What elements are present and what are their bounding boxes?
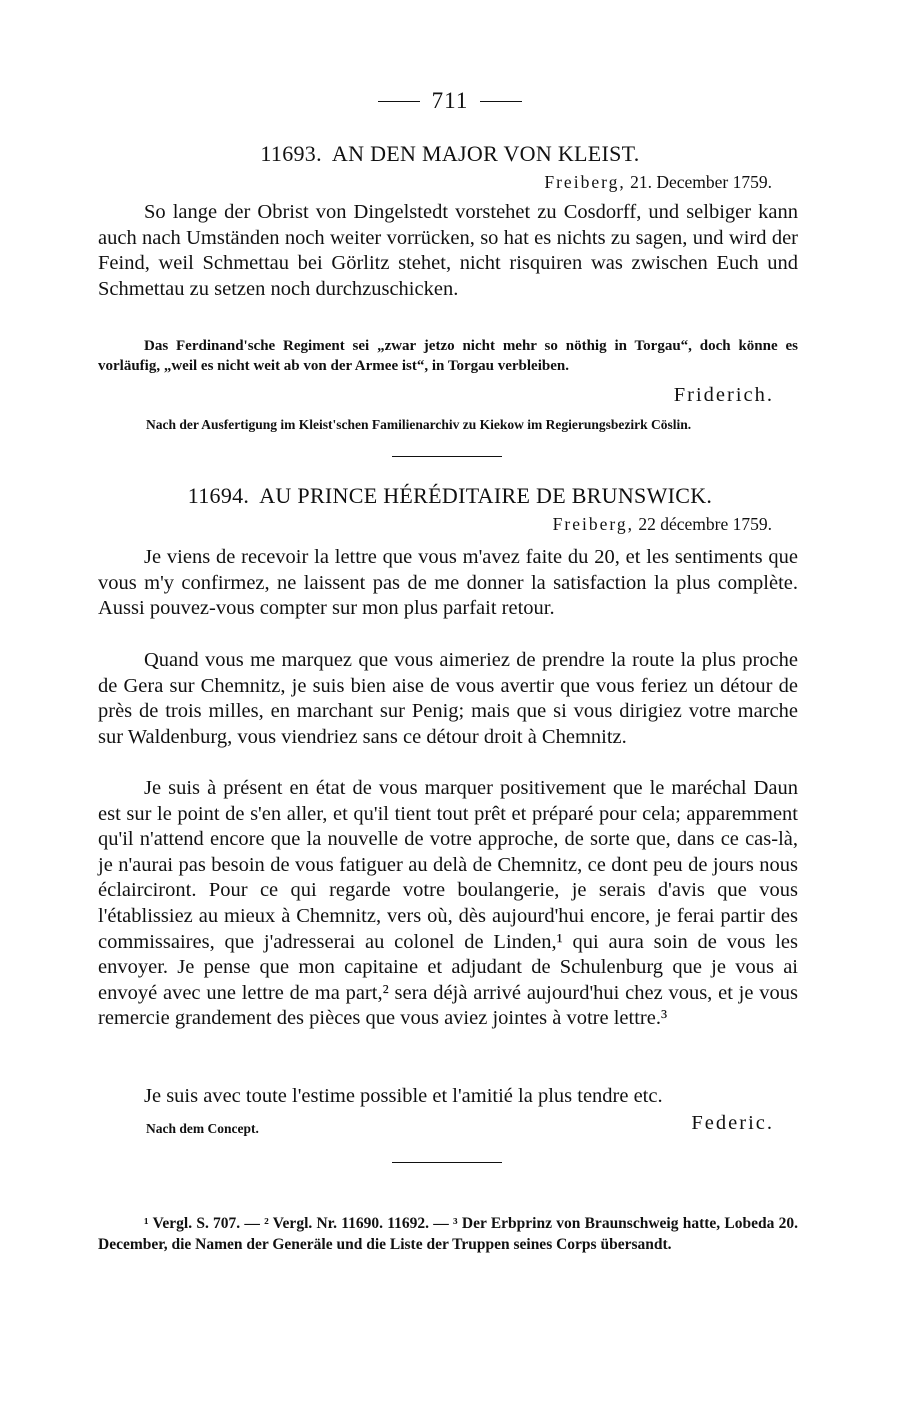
letter2-paragraph: Je viens de recevoir la lettre que vous m'avez faite du 20, et les sentiments que vous m'y confirmez, ne laissent pas de me donner la satisfaction la plus complète. Aussi pouvez-vous compter sur mon plus parfait retour. [98,546,798,620]
letter2-signature: Federic. [691,1112,774,1134]
letter1-note: Das Ferdinand'sche Regiment sei „zwar jetzo nicht mehr so nöthig in Torgau“, doch könne es vorläufig, „weil es nicht weit ab von der Armee ist“, in Torgau verbleiben. [98,338,798,374]
section-divider [392,456,502,457]
letter1-date: 21. December 1759. [630,172,772,192]
letter2-heading: AU PRINCE HÉRÉDITAIRE DE BRUNSWICK. [259,483,713,508]
page-number: 711 [431,88,469,113]
letter2-dateline [553,514,772,535]
letter1-signature: Friderich. [673,384,774,406]
letter1-number: 11693. [260,141,322,166]
letter1-heading: AN DEN MAJOR VON KLEIST. [331,141,640,166]
letter1-place: Freiberg, [544,172,626,192]
letter2-paragraph: Je suis à présent en état de vous marquer positivement que le maréchal Daun est sur le point de s'en aller, et qu'il tient tout prêt et préparé pour cela; apparemment qu'il n'attend encore que la nouvelle de votre approche, de sorte que, dans ce cas-là, je n'aurai pas besoin de vous fatiguer au delà de Chemnitz, ce dont peu de jours nous éclairciront. Pour ce qui regarde votre boulangerie, je serais d'avis que vous l'établissiez au mieux à Chemnitz, vers où, dès aujourd'hui encore, je ferai partir des commissaires, que j'adresserai au colonel de Linden,¹ qui aura soin de vous les envoyer. Je pense que mon capitaine et adjudant de Schulenburg que je vous ai envoyé avec une lettre de ma part,² sera déjà arrivé aujourd'hui chez vous, et je vous remercie grandement des pièces que vous aviez jointes à votre lettre.³ [98,777,798,1030]
header-rule-right [480,101,522,102]
header-rule-left [378,101,420,102]
letter2-paragraph: Quand vous me marquez que vous aimeriez de prendre la route la plus proche de Gera sur Chemnitz, je suis bien aise de vous avertir que vous feriez un détour de près de trois milles, en marchant sur Penig; mais que si vous dirigiez votre marche sur Waldenburg, vous viendriez sans ce détour droit à Chemnitz. [98,649,798,748]
letter2-title [0,483,900,509]
page-header [0,88,900,114]
footnote-divider [392,1162,502,1163]
letter2-date: 22 décembre 1759. [638,514,772,534]
letter2-closing: Je suis avec toute l'estime possible et l'amitié la plus tendre etc. [144,1085,663,1107]
letter2-source: Nach dem Concept. [146,1121,259,1136]
letter1-source: Nach der Ausfertigung im Kleist'schen Familienarchiv zu Kiekow im Regierungsbezirk Cöslin. [146,417,692,432]
letter1-dateline [544,172,772,193]
letter2-number: 11694. [187,483,250,508]
letter2-place: Freiberg, [552,514,634,534]
footnotes: ¹ Vergl. S. 707. — ² Vergl. Nr. 11690. 11692. — ³ Der Erbprinz von Braunschweig hatte, Lobeda 20. December, die Namen der Generäle und die Liste der Truppen seines Corps übersandt. [98,1215,798,1253]
letter1-body: So lange der Obrist von Dingelstedt vorstehet zu Cosdorff, und selbiger kann auch nach Umständen noch weiter vorrücken, so hat es nichts zu sagen, und wird der Feind, weil Schmettau bei Görlitz stehet, nicht risquiren was zwischen Euch und Schmettau zu setzen noch durchzuschicken. [98,201,798,300]
letter1-title [0,141,900,167]
